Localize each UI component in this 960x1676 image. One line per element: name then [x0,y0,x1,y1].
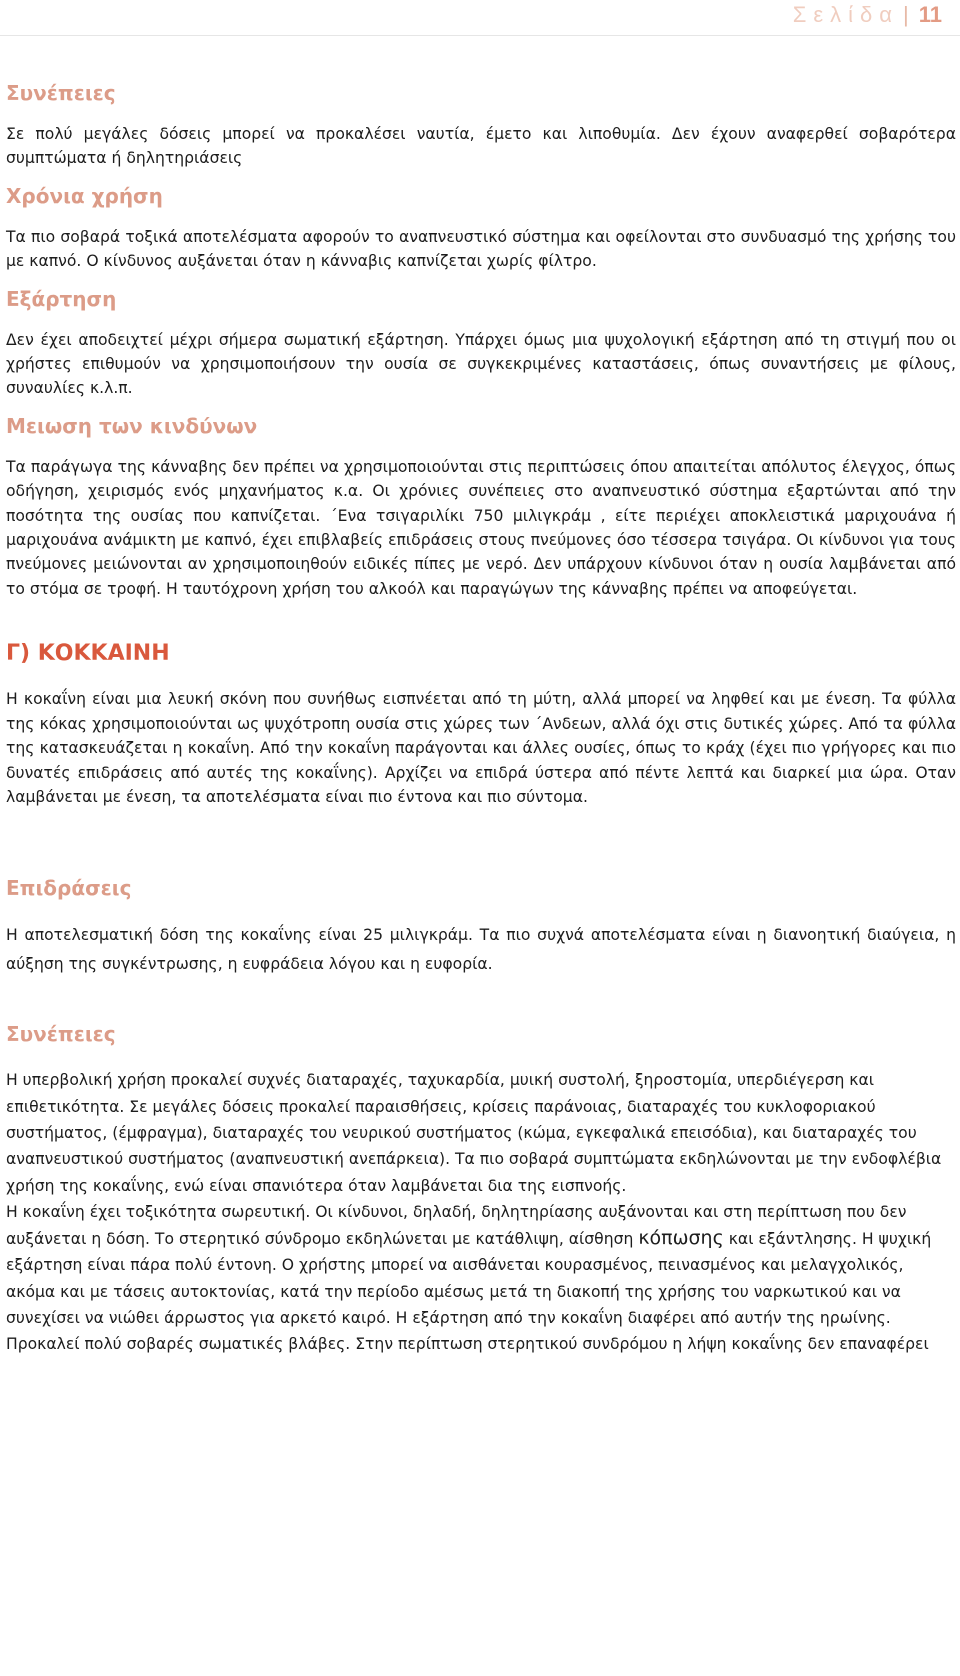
page-number: 11 [918,2,942,27]
paragraph-consequences: Σε πολύ μεγάλες δόσεις μπορεί να προκαλέσει ναυτία, έμετο και λιποθυμία. Δεν έχουν αναφερθεί σοβαρότερα συμπτώματα ή δηλητηριάσεις [6,125,956,168]
paragraph-consequences-cocaine-a: Η υπερβολική χρήση προκαλεί συχνές διαταραχές, ταχυκαρδία, μυική συστολή, ξηροστομία, υπερδιέγερση και επιθετικότητα. Σε μεγάλες δόσεις προκαλεί παραισθήσεις, κρίσεις παράνοιας, διαταραχές του κυκλοφοριακού συστήματος, (έμφραγμα), διαταραχές του νευρικού συστήματος (κώμα, εγκεφαλικά επεισόδια), και διαταραχές του αναπνευστικού συστήματος (αναπνευστική ανεπάρκεια). Τα πιο σοβαρά συμπτώματα εκδηλώνονται με την ενδοφλέβια χρήση της κοκαΐνης, ενώ είναι σπανιότερα όταν λαμβάνεται δια της εισπνοής. [6,1071,942,1195]
paragraph-chronic-use: Τα πιο σοβαρά τοξικά αποτελέσματα αφορούν το αναπνευστικό σύστημα και οφείλονται στο συνδυασμό της χρήσης του με καπνό. Ο κίνδυνος αυξάνεται όταν η κάνναβις καπνίζεται χωρίς φίλτρο. [6,227,956,271]
heading-consequences: Συνέπειες [6,81,116,105]
paragraph-b-end: και εξάντλησης. Η ψυχική εξάρτηση είναι πάρα πολύ έντονη. Ο χρήστης μπορεί να αισθάνεται κουρασμένος, πεινασμένος και μελαγχολικός, ακόμα και με τάσεις αυτοκτονίας, κατά την περίοδο αμέσως μετά τη διακοπή της χρήσης του ναρκωτικού και να συνεχίσει να νιώθει άρρωστος για αρκετό καιρό. Η εξάρτηση από την κοκαΐνη διαφέρει από αυτήν της ηρωίνης. Προκαλεί πολύ σοβαρές σωματικές βλάβες. Στην περίπτωση στερητικού συνδρόμου η λήψη κοκαΐνης δεν επαναφέρει [6,1230,932,1354]
heading-dependence: Εξάρτηση [6,286,117,311]
page-separator: | [903,2,909,27]
paragraph-b-emphasis: κόπωσης [638,1227,724,1250]
heading-risk-reduction: Μειωση των κινδύνων [6,413,258,438]
document-body [6,78,956,1358]
paragraph-dependence: Δεν έχει αποδειχτεί μέχρι σήμερα σωματική εξάρτηση. Υπάρχει όμως μια ψυχολογική εξάρτηση από τη στιγμή που οι χρήστες επιθυμούν να χρησιμοποιήσουν την ουσία σε συγκεκριμένες καταστάσεις, όπως συναντήσεις με φίλους, συναυλίες κ.λ.π. [6,330,956,398]
paragraph-risk-reduction: Τα παράγωγα της κάνναβης δεν πρέπει να χρησιμοποιούνται στις περιπτώσεις όπου απαιτείται απόλυτος έλεγχος, όπως οδήγηση, χειρισμός ενός μηχανήματος κ.α. Οι χρόνιες συνέπειες στο αναπνευστικό σύστημα εξαρτώνται από την ποσότητα της ουσίας που καπνίζεται. ΄Ενα τσιγαριλίκι 750 μιλιγκράμ , είτε περιέχει αποκλειστικά μαριχουάνα ή μαριχουάνα ανάμικτη με καπνό, έχει επιβλαβείς επιδράσεις στους πνεύμονες όσο τέσσερα τσιγάρα. Οι κίνδυνοι για τους πνεύμονες μειώνονται αν χρησιμοποιηθούν ειδικές πίπες με νερό. Δεν υπάρχουν κίνδυνοι όταν η ουσία λαμβάνεται από το στόμα σε τροφή. Η ταυτόχρονη χρήση του αλκοόλ και παραγώγων της κάνναβης πρέπει να αποφεύγεται. [6,457,956,598]
heading-cocaine: Γ) ΚΟΚΚΑΙΝΗ [6,641,170,667]
paragraph-b-start: Η κοκαΐνη έχει τοξικότητα σωρευτική. Οι κίνδυνοι, δηλαδή, δηλητηρίασης αυξάνονται και στη περίπτωση που δεν αυξάνεται η δόση. Το στερητικό σύνδρομο εκδηλώνεται με κατάθλιψη, αίσθηση [6,1202,907,1249]
heading-consequences-cocaine: Συνέπειες [6,1022,116,1047]
heading-effects: Επιδράσεις [6,876,132,901]
header-rule [0,35,960,36]
heading-chronic-use: Χρόνια χρήση [6,183,163,208]
page-header [793,0,942,30]
page-label: Σελίδα [792,2,900,27]
paragraph-effects: Η αποτελεσματική δόση της κοκαΐνης είναι 25 μιλιγκράμ. Τα πιο συχνά αποτελέσματα είναι η διανοητική διαύγεια, η αύξηση της συγκέντρωσης, η ευφράδεια λόγου και η ευφορία. [6,926,956,974]
paragraph-consequences-cocaine-b [6,1199,956,1358]
paragraph-cocaine: Η κοκαΐνη είναι μια λευκή σκόνη που συνήθως εισπνέεται από τη μύτη, αλλά μπορεί να ληφθεί και με ένεση. Τα φύλλα της κόκας χρησιμοποιούνται ως ψυχότροπη ουσία στις χώρες των ΄Ανδεων, αλλά όχι στις δυτικές χώρες. Από τα φύλλα της κατασκευάζεται η κοκαΐνη. Από την κοκαΐνη παράγονται και άλλες ουσίες, όπως το κράχ (έχει πιο γρήγορες και πιο δυνατές επιδράσεις από αυτές της κοκαΐνης). Αρχίζει να επιδρά ύστερα από πέντε λεπτά και διαρκεί μια ώρα. Οταν λαμβάνεται με ένεση, τα αποτελέσματα είναι πιο έντονα και πιο σύντομα. [6,690,956,806]
